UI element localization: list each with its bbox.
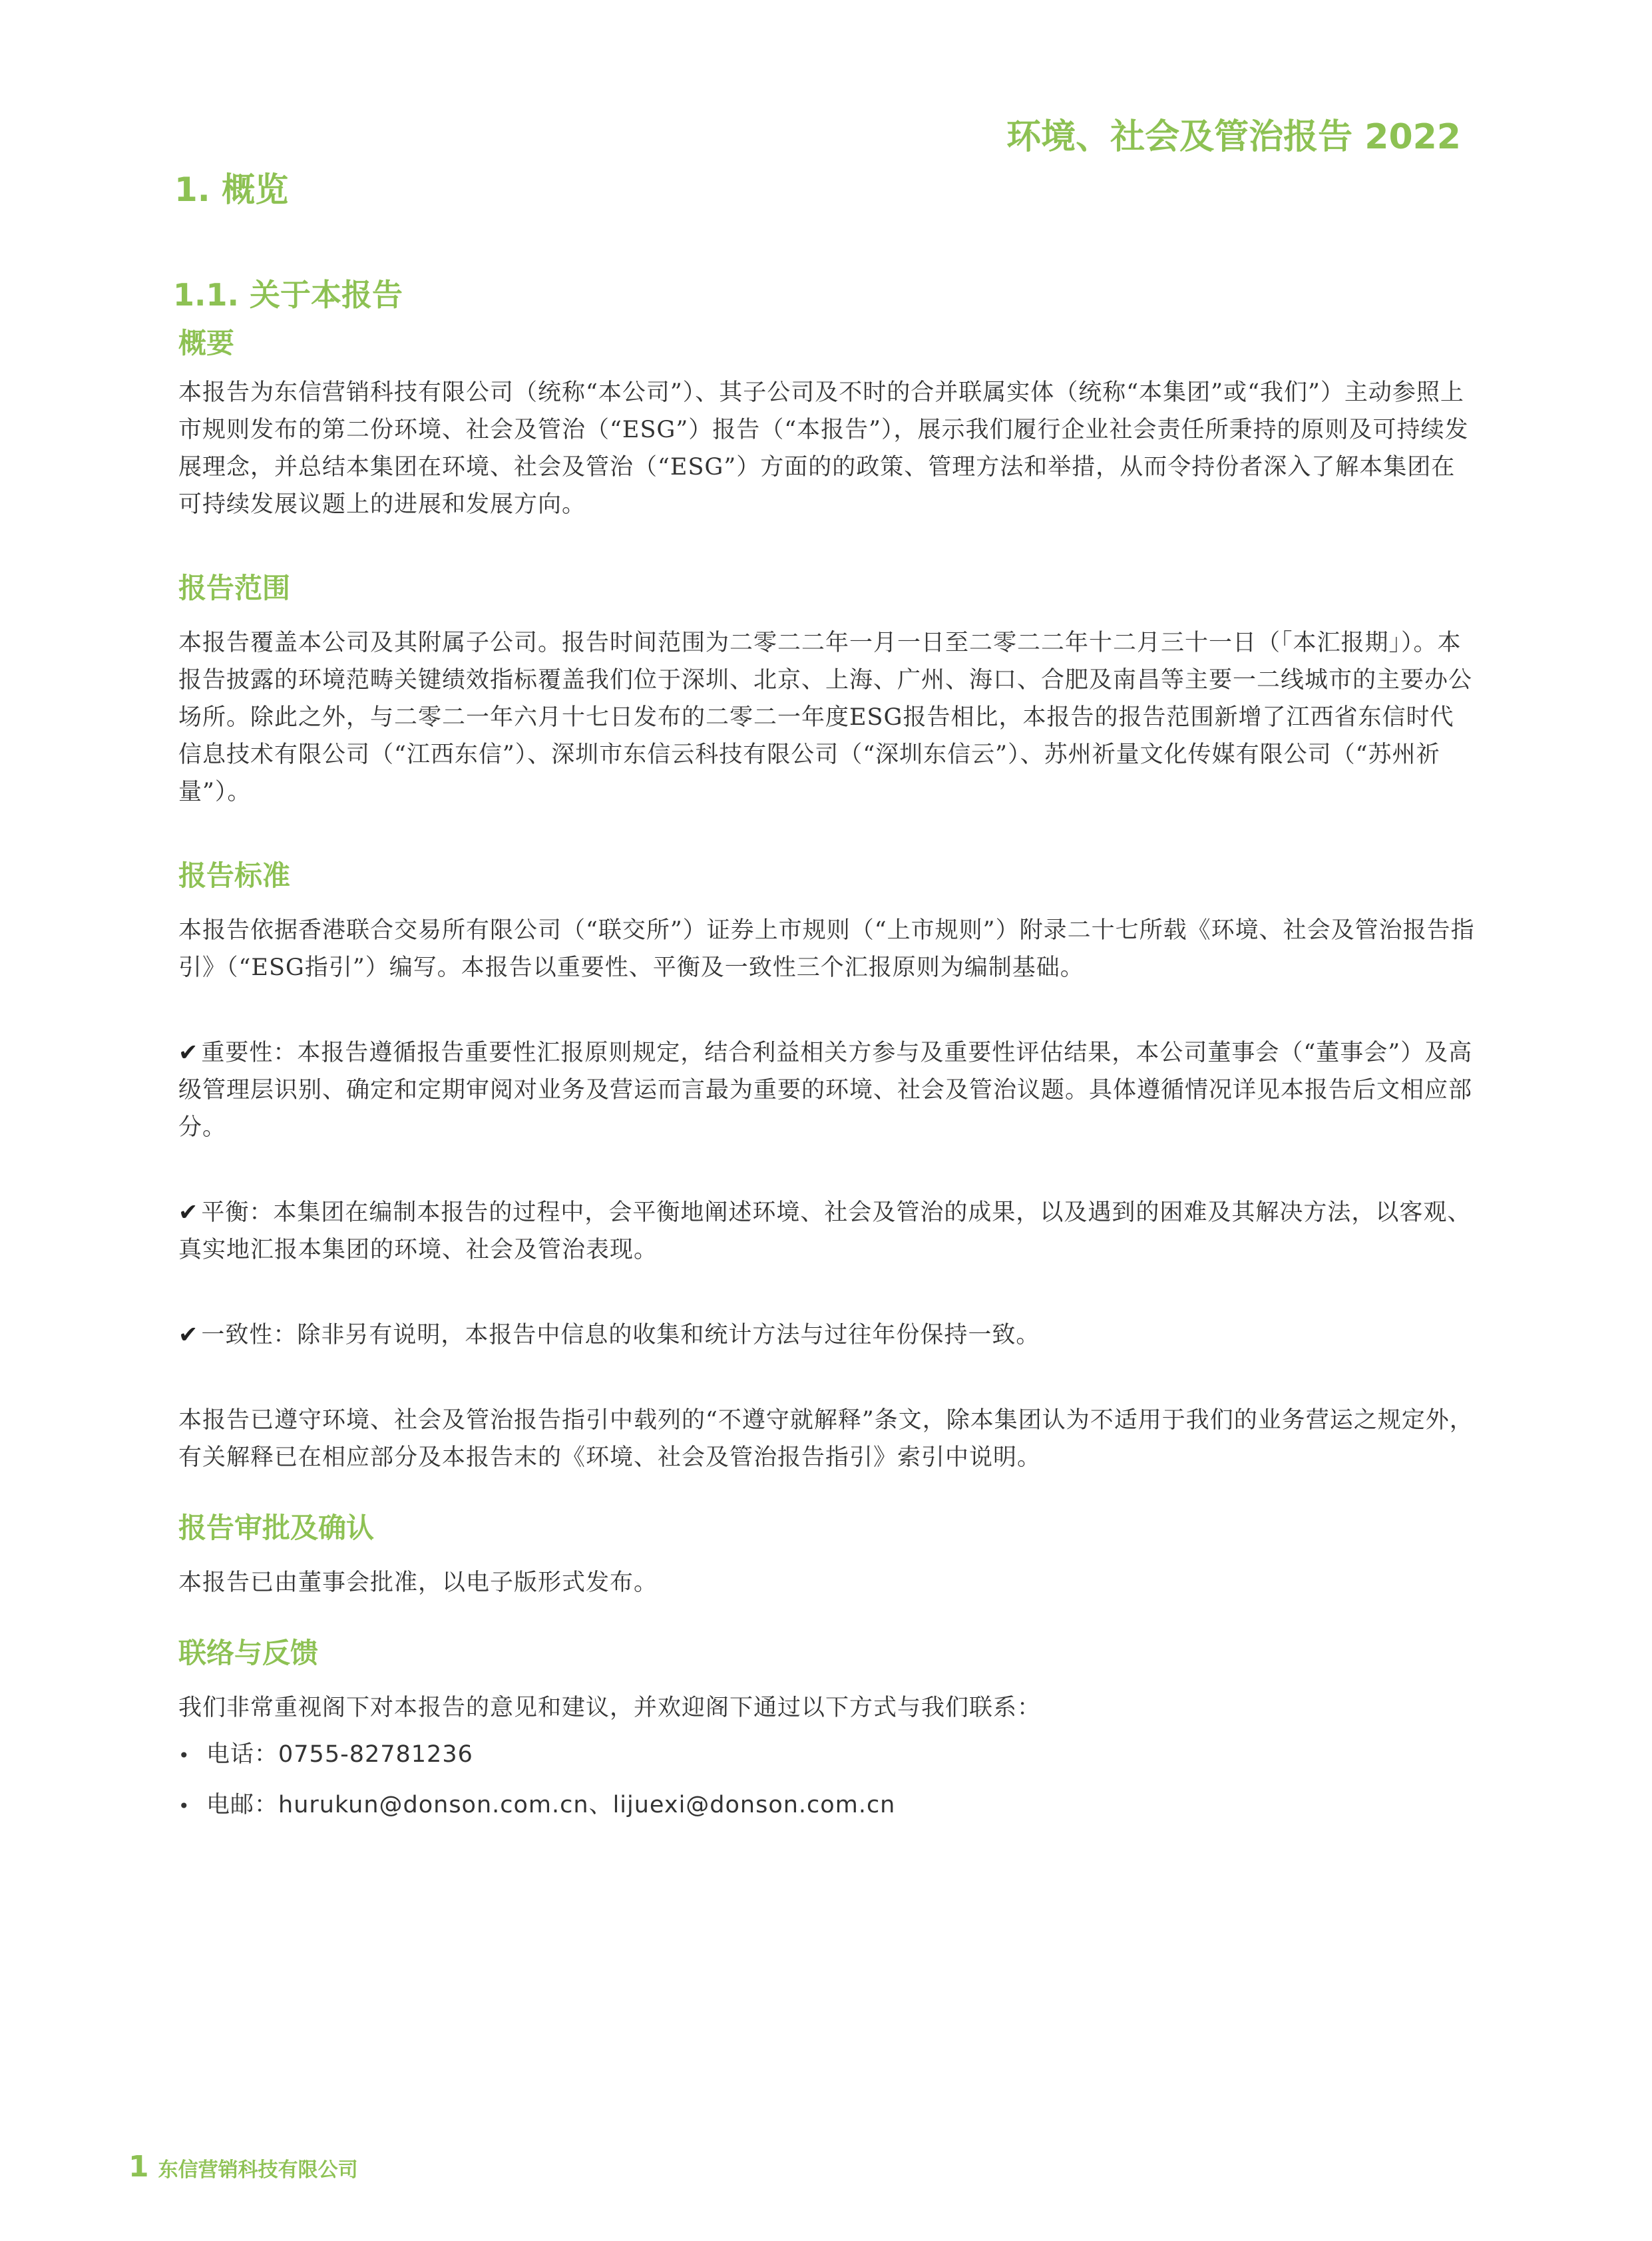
principle-balance-text: 平衡：本集团在编制本报告的过程中，会平衡地阐述环境、社会及管治的成果，以及遇到的困难及其解决方法，以客观、真实地汇报本集团的环境、社会及管治表现。 (178, 1199, 1472, 1263)
principle-balance (178, 1194, 1476, 1269)
email-label: 电邮： (206, 1792, 279, 1818)
scope-heading: 报告范围 (178, 572, 291, 604)
subsection-title: 1.1. 关于本报告 (173, 277, 403, 313)
page-footer (128, 2150, 358, 2184)
approval-heading: 报告审批及确认 (178, 1512, 375, 1544)
overview-heading: 概要 (178, 327, 235, 359)
email-value: hurukun@donson.com.cn、lijuexi@donson.com.cn (278, 1792, 896, 1818)
approval-paragraph: 本报告已由董事会批准，以电子版形式发布。 (178, 1569, 658, 1596)
contact-list (178, 1736, 1476, 1825)
bullet-icon: • (178, 1744, 190, 1766)
scope-paragraph: 本报告覆盖本公司及其附属子公司。报告时间范围为二零二二年一月一日至二零二二年十二月三十一日（「本汇报期」）。本报告披露的环境范畴关键绩效指标覆盖我们位于深圳、北京、上海、广州、海口、合肥及南昌等主要一二线城市的主要办公场所。除此之外，与二零二一年六月十七日发布的二零二一年度ESG报告相比，本报告的报告范围新增了江西省东信时代信息技术有限公司（“江西东信”）、深圳市东信云科技有限公司（“深圳东信云”）、苏州祈量文化传媒有限公司（“苏州祈量”）。 (178, 630, 1473, 805)
check-icon: ✔ (178, 1199, 199, 1226)
principle-materiality (178, 1034, 1476, 1146)
comply-explain-paragraph: 本报告已遵守环境、社会及管治报告指引中载列的“不遵守就解释”条文，除本集团认为不适用于我们的业务营运之规定外，有关解释已在相应部分及本报告末的《环境、社会及管治报告指引》索引中说明。 (178, 1407, 1474, 1471)
main-content (173, 272, 1476, 1837)
check-icon: ✔ (178, 1040, 199, 1066)
section-title: 1. 概览 (174, 170, 289, 209)
report-title: 环境、社会及管治报告 2022 (1006, 117, 1461, 157)
contact-email (178, 1786, 1476, 1825)
phone-value: 0755-82781236 (278, 1741, 473, 1768)
principle-consistency (178, 1317, 1476, 1354)
check-icon: ✔ (178, 1322, 199, 1348)
footer-company-name: 东信营销科技有限公司 (158, 2158, 358, 2182)
contact-heading: 联络与反馈 (178, 1637, 319, 1669)
bullet-icon: • (178, 1795, 190, 1817)
page-number: 1 (128, 2150, 149, 2184)
principle-consistency-text: 一致性：除非另有说明，本报告中信息的收集和统计方法与过往年份保持一致。 (201, 1322, 1040, 1348)
contact-phone (178, 1736, 1476, 1774)
standards-paragraph: 本报告依据香港联合交易所有限公司（“联交所”）证券上市规则（“上市规则”）附录二十七所载《环境、社会及管治报告指引》（“ESG指引”）编写。本报告以重要性、平衡及一致性三个汇报原则为编制基础。 (178, 917, 1475, 981)
principle-materiality-text: 重要性：本报告遵循报告重要性汇报原则规定，结合利益相关方参与及重要性评估结果，本公司董事会（“董事会”）及高级管理层识别、确定和定期审阅对业务及营运而言最为重要的环境、社会及管治议题。具体遵循情况详见本报告后文相应部分。 (178, 1040, 1473, 1141)
contact-intro: 我们非常重视阁下对本报告的意见和建议，并欢迎阁下通过以下方式与我们联系： (178, 1695, 1042, 1721)
phone-label: 电话： (206, 1741, 279, 1768)
standards-heading: 报告标准 (178, 859, 291, 892)
overview-paragraph: 本报告为东信营销科技有限公司（统称“本公司”）、其子公司及不时的合并联属实体（统称“本集团”或“我们”）主动参照上市规则发布的第二份环境、社会及管治（“ESG”）报告（“本报告”），展示我们履行企业社会责任所秉持的原则及可持续发展理念，并总结本集团在环境、社会及管治（“ESG”）方面的的政策、管理方法和举措，从而令持份者深入了解本集团在可持续发展议题上的进展和发展方向。 (178, 379, 1469, 518)
